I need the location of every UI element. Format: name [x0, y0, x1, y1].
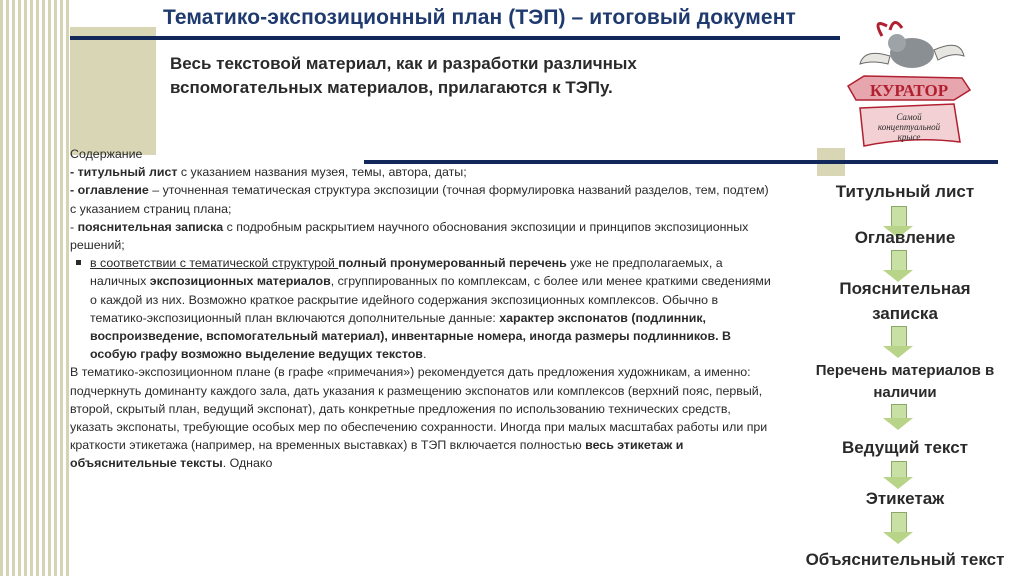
logo-text-line-3: крысе	[897, 132, 921, 142]
logo-text-line-2: концептуальной	[877, 122, 941, 132]
flow-arrow	[883, 461, 913, 489]
content-text	[70, 145, 775, 473]
curator-logo	[842, 8, 972, 148]
flow-arrow	[883, 326, 913, 358]
flow-step-toc: Оглавление	[854, 228, 956, 247]
flow-step-leading-text: Ведущий текст	[842, 438, 968, 457]
content-item-title-page: - титульный лист с указанием названия музея, темы, автора, даты;	[70, 165, 467, 180]
content-item-materials-list: в соответствии с тематической структурой полный пронумерованный перечень уже не предполагаемых, а наличных экспозиционных материалов, сгруппированных по комплексам, с более или менее краткими сведениями о каждой из них. Возможно краткое раскрытие идейного содержания экспозиционных комплексов. Обычно в тематико-экспозиционный план включаются дополнительные данные: характер экспонатов (подлинник, воспроизведение, вспомогательный материал), инвентарные номера, иногда размеры подлинников. В особую графу возможно выделение ведущих текстов.	[70, 254, 775, 363]
flow-arrow	[883, 404, 913, 430]
content-item-explanatory-note: - пояснительная записка с подробным раскрытием научного обоснования экспозиции и принципов экспозиционных решений;	[70, 219, 749, 253]
flow-arrow	[883, 512, 913, 544]
flow-step-labels: Этикетаж	[865, 489, 945, 508]
decorative-stripes	[0, 0, 70, 576]
title-divider	[70, 36, 840, 40]
subtitle-line-2: вспомогательных материалов, прилагаются к ТЭПу.	[170, 78, 613, 97]
flow-step-explanatory-text: Объяснительный текст	[805, 550, 1005, 569]
slide-subtitle	[170, 52, 770, 100]
content-heading: Содержание	[70, 147, 143, 161]
slide-title: Тематико-экспозиционный план (ТЭП) – итоговый документ	[163, 6, 796, 29]
content-paragraph-notes: В тематико-экспозиционном плане (в графе «примечания») рекомендуется дать предложения художникам, а именно: подчеркнуть доминанту каждого зала, дать указания к размещению экспонатов или комплексов (верхний пояс, первый, второй, скрытый план, ведущий экспонат), дать конкретные предложения по использованию технических средств, указать экспонаты, требующие особых мер по обеспечению сохранности. Иногда при малых масштабах работы или при краткости этикетажа (например, на временных выставках) в ТЭП включается полностью весь этикетаж и объяснительные тексты. Однако	[70, 365, 768, 471]
content-item-toc: - оглавление – уточненная тематическая структура экспозиции (точная формулировка названий разделов, тем, подтем) с указанием страниц плана;	[70, 183, 769, 216]
flow-step-materials-list: Перечень материалов в наличии	[815, 362, 995, 401]
flow-step-explanatory-note: Пояснительная записка	[839, 279, 971, 323]
flow-step-title-page: Титульный лист	[835, 182, 975, 201]
logo-text-line-1: Самой	[896, 112, 922, 122]
logo-text-top: КУРАТОР	[869, 81, 949, 100]
decorative-block	[70, 27, 156, 155]
subtitle-line-1: Весь текстовой материал, как и разработки различных	[170, 54, 637, 73]
